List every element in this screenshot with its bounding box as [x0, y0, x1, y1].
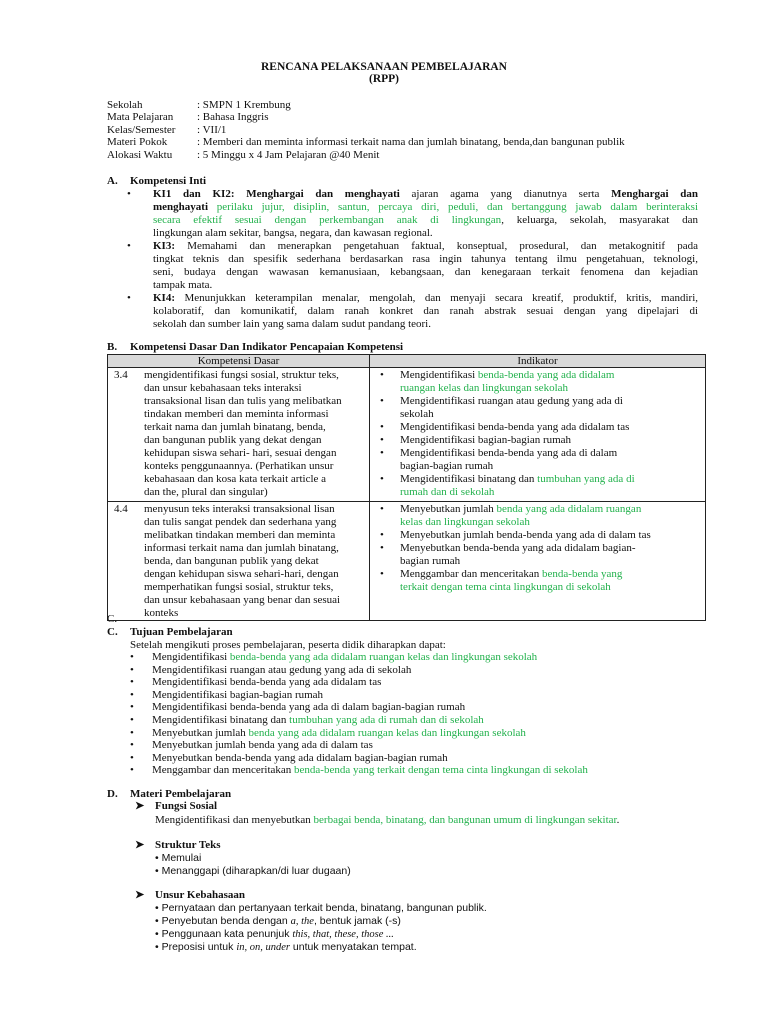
table-row: [108, 368, 706, 502]
section-letter: D.: [107, 788, 118, 800]
kd-cell: [108, 368, 370, 502]
fungsi-sosial-text: Mengidentifikasi dan menyebutkan berbagai benda, binatang, dan bangunan umum di lingkungan sekitar.: [155, 814, 620, 826]
section-c-intro: Setelah mengikuti proses pembelajaran, peserta didik diharapkan dapat:: [130, 639, 446, 651]
table-row: [108, 502, 706, 621]
unsur-kebahasaan-heading: Unsur Kebahasaan: [155, 889, 245, 901]
ki3-paragraph: KI3: Memahami dan menerapkan pengetahuan faktual, konseptual, prosedural, dan metakognitif pada tingkat teknis dan spesifik sederhana berdasarkan rasa ingin tahunya tentang ilmu pengetahuan, teknologi, seni, budaya dengan wawasan kemanusiaan, kebangsaan, dan kenegaraan terkait fenomena dan kejadian tampak mata.: [153, 240, 699, 291]
section-letter: A.: [107, 175, 118, 187]
indicator-cell: [370, 502, 706, 621]
arrow-icon: ➤: [135, 800, 145, 812]
list-item: • Mengidentifikasi benda-benda yang ada didalam ruangan kelas dan lingkungan sekolah: [380, 369, 615, 394]
ki1-paragraph: KI1 dan KI2: Menghargai dan menghayati ajaran agama yang dianutnya serta Menghargai dan menghayati perilaku jujur, disiplin, santun, percaya diri, peduli, dan bertanggung jawab dalam berinteraksi secara efektif sesuai dengan perkembangan anak di lingkungan, keluarga, sekolah, masyarakat dan lingkungan alam sekitar, bangsa, negara, dan kawasan regional.: [153, 188, 699, 239]
list-item: • Mengidentifikasi bagian-bagian rumah: [380, 434, 572, 446]
list-item: • Menyebutkan jumlah benda-benda yang ada di dalam tas: [380, 529, 651, 541]
document-title: RENCANA PELAKSANAAN PEMBELAJARAN: [261, 61, 507, 73]
identity-value: : Memberi dan meminta informasi terkait nama dan jumlah binatang, benda,dan bangunan publik: [197, 136, 625, 148]
indicator-cell: [370, 368, 706, 502]
identity-label: Mata Pelajaran: [107, 111, 174, 123]
section-title: Kompetensi Dasar Dan Indikator Pencapaian Kompetensi: [130, 341, 404, 353]
kd-cell: [108, 502, 370, 621]
section-letter: B.: [107, 341, 118, 353]
arrow-icon: ➤: [135, 889, 145, 901]
section-a-heading: [107, 175, 206, 188]
struktur-teks-item: • Menanggapi (diharapkan/di luar dugaan): [155, 865, 351, 877]
struktur-teks-item: • Memulai: [155, 852, 202, 864]
section-c-heading: [107, 626, 233, 639]
unsur-kebahasaan-item: • Penyebutan benda dengan a, the, bentuk jamak (-s): [155, 915, 401, 927]
identity-value: : 5 Minggu x 4 Jam Pelajaran @40 Menit: [197, 149, 380, 161]
unsur-kebahasaan-item: • Preposisi untuk in, on, under untuk menyatakan tempat.: [155, 941, 417, 953]
arrow-icon: ➤: [135, 839, 145, 851]
fungsi-sosial-heading: Fungsi Sosial: [155, 800, 218, 812]
identity-label: Materi Pokok: [107, 136, 168, 148]
section-title: Materi Pembelajaran: [130, 788, 232, 800]
stray-letter: C.: [107, 613, 118, 625]
table-header-indikator: Indikator: [370, 355, 706, 368]
identity-value: : VII/1: [197, 124, 227, 136]
list-item: • Menyebutkan benda-benda yang ada didalam bagian- bagian rumah: [380, 542, 636, 567]
list-item: • Mengidentifikasi benda-benda yang ada didalam tas: [380, 421, 630, 433]
list-item: • Mengidentifikasi binatang dan tumbuhan yang ada di rumah dan di sekolah: [380, 473, 635, 498]
identity-value: : Bahasa Inggris: [197, 111, 269, 123]
identity-label: Sekolah: [107, 99, 143, 111]
kd-number: 4.4: [114, 503, 128, 515]
table-header-kd: Kompetensi Dasar: [108, 355, 370, 368]
section-b-heading: [107, 341, 403, 354]
identity-value: : SMPN 1 Krembung: [197, 99, 291, 111]
document-subtitle: (RPP): [368, 73, 399, 85]
section-title: Kompetensi Inti: [130, 175, 207, 187]
list-item: • Menggambar dan menceritakan benda-benda yang terkait dengan tema cinta lingkungan di sekolah: [380, 568, 623, 593]
kd-text: menyusun teks interaksi transaksional lisan dan tulis sangat pendek dan sederhana yang melibatkan tindakan memberi dan meminta informasi terkait nama dan jumlah binatang, benda, dan bangunan publik yang dekat dengan kehidupan siswa sehari-hari, dengan memperhatikan fungsi sosial, struktur teks, dan unsur kebahasaan yang benar dan sesuai konteks: [144, 503, 341, 619]
kd-number: 3.4: [114, 369, 128, 381]
struktur-teks-heading: Struktur Teks: [155, 839, 221, 851]
identity-label: Kelas/Semester: [107, 124, 176, 136]
unsur-kebahasaan-item: • Penggunaan kata penunjuk this, that, these, those ...: [155, 928, 394, 940]
competency-table: [107, 354, 706, 621]
list-item: • Mengidentifikasi benda-benda yang ada di dalam bagian-bagian rumah: [380, 447, 618, 472]
list-item: • Mengidentifikasi ruangan atau gedung yang ada di sekolah: [380, 395, 623, 420]
list-item: • Menyebutkan jumlah benda yang ada didalam ruangan kelas dan lingkungan sekolah: [380, 503, 642, 528]
identity-label: Alokasi Waktu: [107, 149, 173, 161]
unsur-kebahasaan-item: • Pernyataan dan pertanyaan terkait benda, binatang, bangunan publik.: [155, 902, 487, 914]
section-title: Tujuan Pembelajaran: [130, 626, 233, 638]
kd-text: mengidentifikasi fungsi sosial, struktur teks, dan unsur kebahasaan teks interaksi transaksional lisan dan tulis yang melibatkan tindakan memberi dan meminta informasi terkait nama dan jumlah binatang, benda, dan bangunan publik yang dekat dengan kehidupan siswa sehari- hari, sesuai dengan konteks penggunaannya. (Perhatikan unsur kebahasaan dan kosa kata terkait article a dan the, plural dan singular): [144, 369, 342, 498]
section-letter: C.: [107, 626, 118, 638]
ki4-paragraph: KI4: Menunjukkan keterampilan menalar, mengolah, dan menyaji secara kreatif, produktif, kritis, mandiri, kolaboratif, dan komunikatif, dalam ranah konkret dan ranah abstrak sesuai dengan yang dipelajari di sekolah dan sumber lain yang sama dalam sudut pandang teori.: [153, 292, 699, 330]
